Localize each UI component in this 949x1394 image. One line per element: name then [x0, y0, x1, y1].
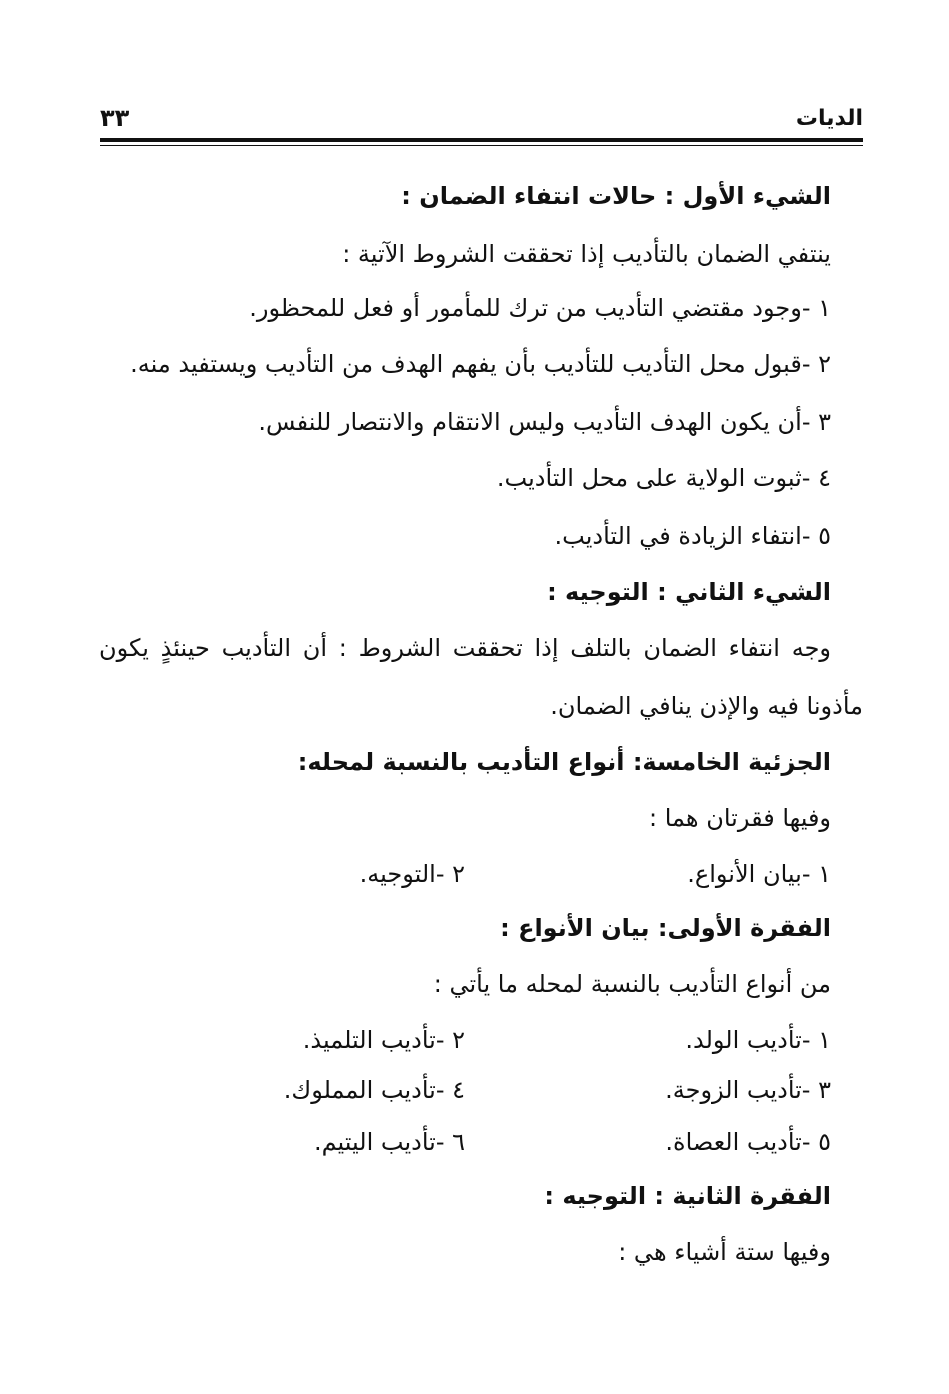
heading-first-paragraph: الفقرة الأولى: بيان الأنواع :: [500, 914, 831, 942]
condition-item: ٥ -انتفاء الزيادة في التأديب.: [554, 522, 831, 550]
condition-item: ٣ -أن يكون الهدف التأديب وليس الانتقام والانتصار للنفس.: [258, 408, 831, 436]
heading-fifth-part: الجزئية الخامسة: أنواع التأديب بالنسبة لمحله:: [297, 748, 831, 776]
intro-paragraphs: وفيها فقرتان هما :: [649, 804, 831, 832]
header-rule-thin: [100, 145, 863, 146]
list-item: ١ -بيان الأنواع.: [687, 860, 831, 888]
list-item: ٦ -تأديب اليتيم.: [313, 1128, 465, 1156]
condition-item: ١ -وجود مقتضي التأديب من ترك للمأمور أو فعل للمحظور.: [249, 294, 831, 322]
intro-conditions: ينتفي الضمان بالتأديب إذا تحققت الشروط الآتية :: [342, 240, 831, 268]
header-rule-thick: [100, 138, 863, 142]
intro-six-things: وفيها ستة أشياء هي :: [618, 1238, 831, 1266]
list-item: ٣ -تأديب الزوجة.: [665, 1076, 831, 1104]
condition-item: ٤ -ثبوت الولاية على محل التأديب.: [496, 464, 831, 492]
list-item: ٥ -تأديب العصاة.: [665, 1128, 831, 1156]
page-header: [100, 100, 863, 140]
intro-types: من أنواع التأديب بالنسبة لمحله ما يأتي :: [433, 970, 831, 998]
heading-second-paragraph: الفقرة الثانية : التوجيه :: [544, 1182, 831, 1210]
condition-item: ٢ -قبول محل التأديب للتأديب بأن يفهم الهدف من التأديب ويستفيد منه.: [130, 350, 831, 378]
page-number: ٣٣: [100, 104, 130, 132]
list-item: ٤ -تأديب المملوك.: [283, 1076, 465, 1104]
heading-first-thing: الشيء الأول : حالات انتفاء الضمان :: [401, 182, 831, 210]
list-item: ١ -تأديب الولد.: [685, 1026, 831, 1054]
paragraph-line: وجه انتفاء الضمان بالتلف إذا تحققت الشروط : أن التأديب حينئذٍ يكون: [99, 634, 831, 662]
running-title: الديات: [795, 106, 863, 131]
heading-second-thing: الشيء الثاني : التوجيه :: [547, 578, 831, 606]
paragraph-line: مأذونا فيه والإذن ينافي الضمان.: [550, 692, 863, 720]
list-item: ٢ -تأديب التلميذ.: [302, 1026, 465, 1054]
list-item: ٢ -التوجيه.: [359, 860, 465, 888]
